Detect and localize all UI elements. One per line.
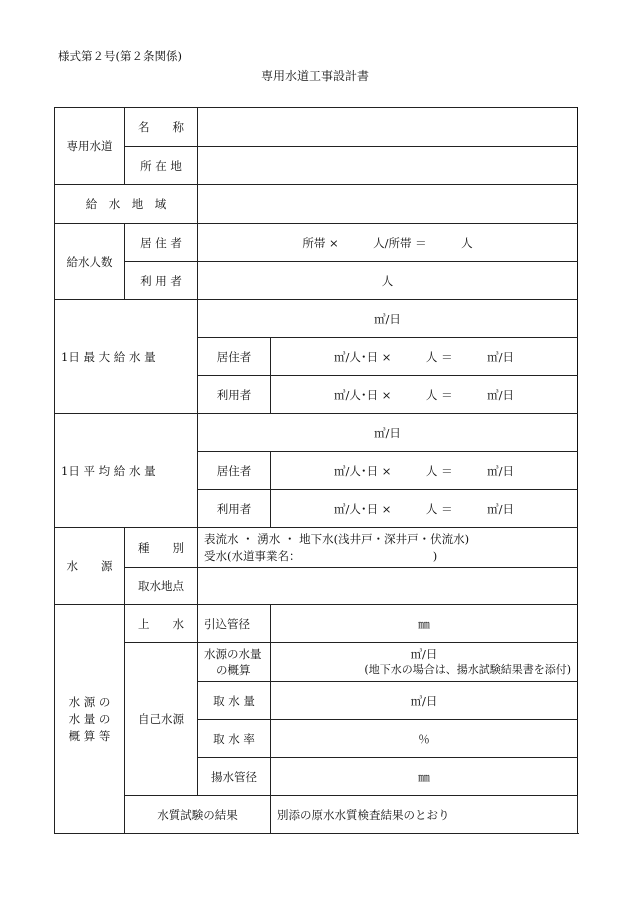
suiryo-unit: ㎥/日 <box>410 647 438 661</box>
shusuiritsu-label: 取 水 率 <box>198 720 271 758</box>
suiryo-label-line-2: の概算 <box>216 663 251 677</box>
ninzu-users-label: 利 用 者 <box>125 262 198 300</box>
avg-supply-residents-label: 居住者 <box>198 452 271 490</box>
suiryo-note: (地下水の場合は、揚水試験結果書を添付) <box>364 663 571 676</box>
source-type-line-1: 表流水 ・ 湧水 ・ 地下水(浅井戸・深井戸・伏流水) <box>204 531 470 546</box>
name-label: 名 称 <box>125 108 198 147</box>
shusuiryo-label: 取 水 量 <box>198 682 271 720</box>
yousui-label: 揚水管径 <box>198 758 271 796</box>
max-supply-total-field[interactable]: ㎥/日 <box>198 300 578 338</box>
max-supply-residents-field[interactable]: ㎥/人･日 × 人 ＝ ㎥/日 <box>271 338 578 376</box>
jiko-suigen-label: 自己水源 <box>125 643 198 796</box>
hikikomi-field[interactable]: ㎜ <box>271 605 578 643</box>
yousui-field[interactable]: ㎜ <box>271 758 578 796</box>
source-estimate-label-line-2: 水 量 の <box>68 711 111 726</box>
avg-supply-users-label: 利用者 <box>198 490 271 528</box>
source-type-field[interactable] <box>198 528 578 568</box>
source-estimate-label <box>55 605 125 834</box>
max-supply-residents-label: 居住者 <box>198 338 271 376</box>
avg-supply-residents-field[interactable]: ㎥/人･日 × 人 ＝ ㎥/日 <box>271 452 578 490</box>
intake-point-label: 取水地点 <box>125 568 198 605</box>
form-reference: 様式第２号(第２条関係) <box>58 49 182 63</box>
intake-point-field[interactable] <box>198 568 578 605</box>
location-label: 所 在 地 <box>125 147 198 185</box>
avg-supply-total-field[interactable]: ㎥/日 <box>198 414 578 452</box>
avg-supply-users-field[interactable]: ㎥/人･日 × 人 ＝ ㎥/日 <box>271 490 578 528</box>
source-type-line-2: 受水(水道事業名： ) <box>204 548 438 563</box>
name-field[interactable] <box>198 108 578 147</box>
location-field[interactable] <box>198 147 578 185</box>
ninzu-residents-field[interactable]: 所帯 × 人/所帯 ＝ 人 <box>198 224 578 262</box>
water-source-label: 水 源 <box>55 528 125 605</box>
document-title: 専用水道工事設計書 <box>260 69 369 83</box>
senyou-suidou-label: 専用水道 <box>55 108 125 185</box>
suiryo-field[interactable] <box>271 643 578 682</box>
max-supply-users-field[interactable]: ㎥/人･日 × 人 ＝ ㎥/日 <box>271 376 578 414</box>
design-form-table <box>54 107 578 834</box>
source-estimate-label-line-1: 水 源 の <box>68 694 111 709</box>
max-supply-users-label: 利用者 <box>198 376 271 414</box>
kyusui-chiiki-label: 給 水 地 域 <box>55 185 198 224</box>
source-type-label: 種 別 <box>125 528 198 568</box>
max-supply-label: 1日 最 大 給 水 量 <box>55 300 198 414</box>
avg-supply-label: 1日 平 均 給 水 量 <box>55 414 198 528</box>
josui-label: 上 水 <box>125 605 198 643</box>
source-estimate-label-line-3: 概 算 等 <box>68 728 111 743</box>
kyusui-chiiki-field[interactable] <box>198 185 578 224</box>
hikikomi-label: 引込管径 <box>198 605 271 643</box>
ninzu-users-field[interactable]: 人 <box>198 262 578 300</box>
suiryo-label-line-1: 水源の水量 <box>204 647 262 661</box>
suiryo-label <box>198 643 271 682</box>
water-quality-label: 水質試験の結果 <box>125 796 271 834</box>
water-quality-field[interactable]: 別添の原水水質検査結果のとおり <box>271 796 578 834</box>
shusuiritsu-field[interactable]: ％ <box>271 720 578 758</box>
shusuiryo-field[interactable]: ㎥/日 <box>271 682 578 720</box>
ninzu-residents-label: 居 住 者 <box>125 224 198 262</box>
kyusui-ninzu-label: 給水人数 <box>55 224 125 300</box>
